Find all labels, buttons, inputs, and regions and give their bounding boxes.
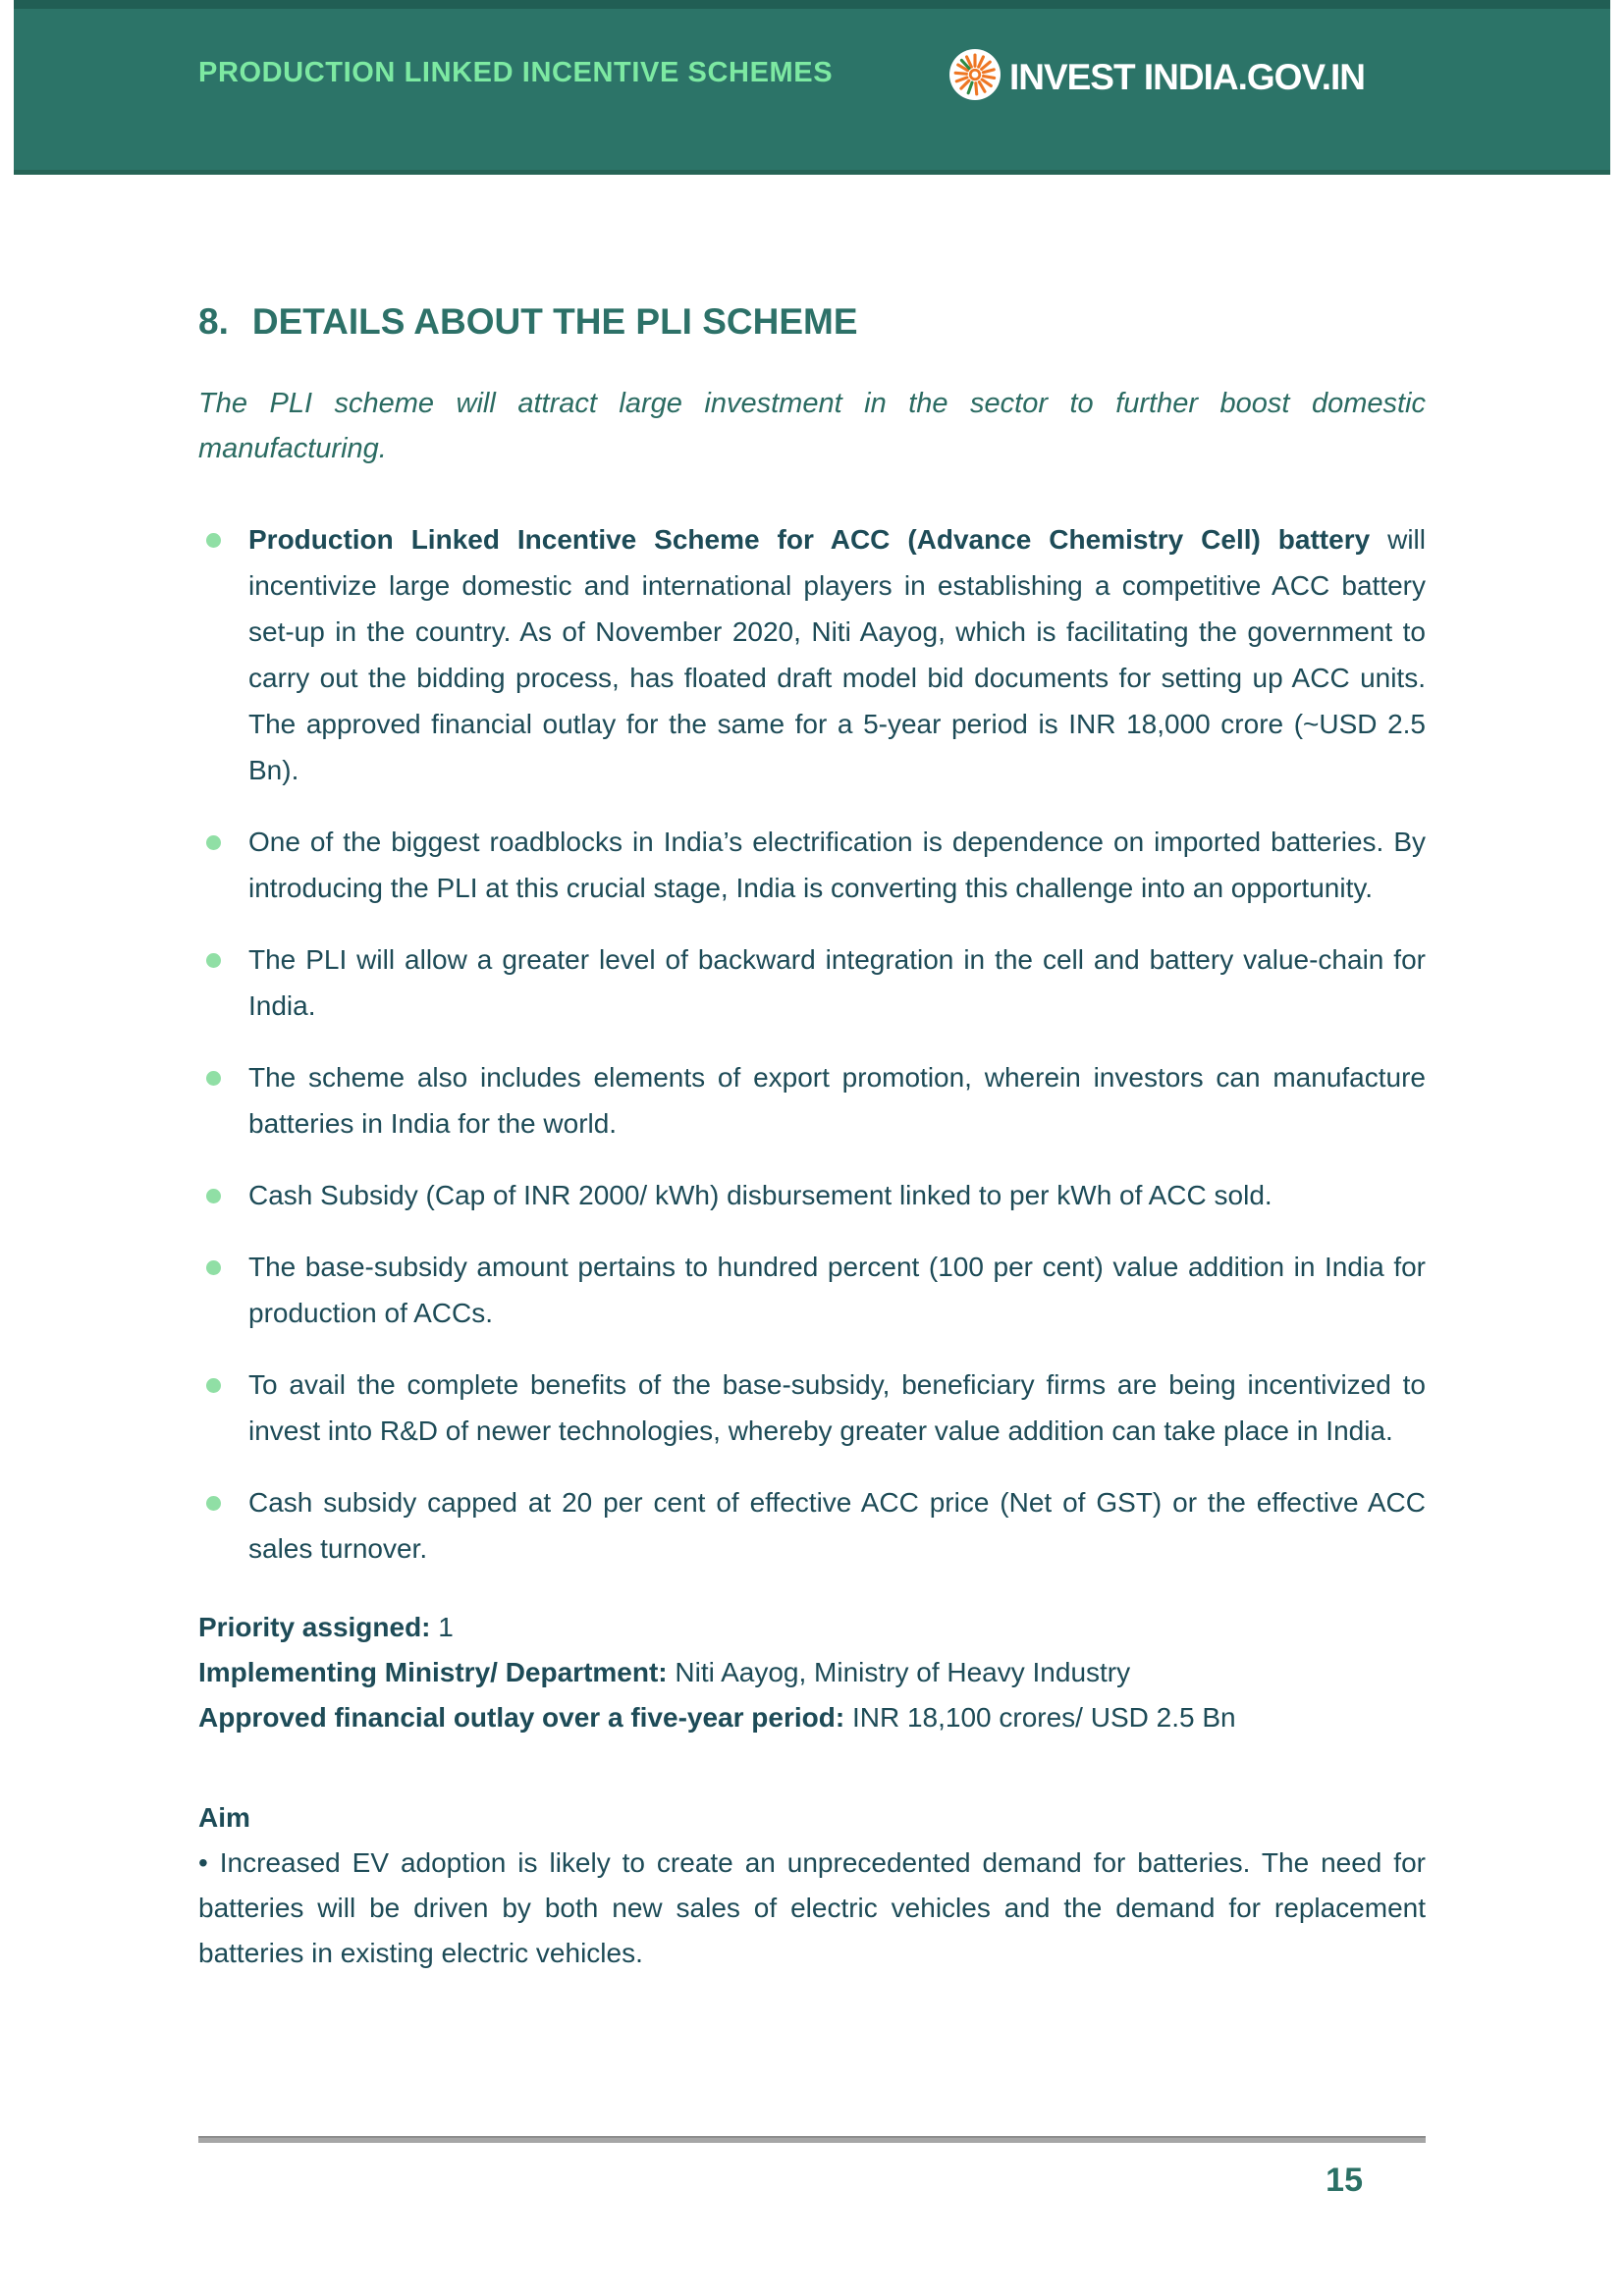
main-content — [198, 300, 1426, 1976]
fact-line — [198, 1605, 1426, 1650]
bullet-dot-icon — [206, 1189, 221, 1203]
fact-value: INR 18,100 crores/ USD 2.5 Bn — [844, 1702, 1236, 1733]
bullet-text: Cash subsidy capped at 20 per cent of effective ACC price (Net of GST) or the effective ACC sales turnover. — [248, 1487, 1426, 1564]
facts-block — [198, 1605, 1426, 1740]
sunburst-logo-icon — [949, 49, 1001, 105]
bullet-text: To avail the complete benefits of the base-subsidy, beneficiary firms are being incentivized to invest into R&D of newer technologies, whereby greater value addition can take place in India. — [248, 1369, 1426, 1446]
section-heading — [198, 300, 1426, 344]
page-number: 15 — [1326, 2162, 1363, 2199]
bullet-text: The scheme also includes elements of export promotion, wherein investors can manufacture batteries in India for the world. — [248, 1062, 1426, 1139]
bullet-dot-icon — [206, 1260, 221, 1275]
aim-heading: Aim — [198, 1802, 250, 1833]
header-top-strip — [14, 0, 1610, 9]
fact-value: Niti Aayog, Ministry of Heavy Industry — [667, 1657, 1131, 1687]
list-item — [198, 1054, 1426, 1147]
bullet-dot-icon — [206, 835, 221, 850]
fact-line — [198, 1695, 1426, 1740]
logo-text: INVEST INDIA.GOV.IN — [1008, 56, 1365, 97]
bullet-dot-icon — [206, 1496, 221, 1511]
header-title: PRODUCTION LINKED INCENTIVE SCHEMES — [198, 57, 834, 88]
bullet-dot-icon — [206, 533, 221, 548]
bullet-text: One of the biggest roadblocks in India’s electrification is dependence on imported batteries. By introducing the PLI at this crucial stage, India is converting this challenge into an opportunity. — [248, 827, 1426, 903]
bullet-text: The base-subsidy amount pertains to hundred percent (100 per cent) value addition in India for production of ACCs. — [248, 1252, 1426, 1328]
bullet-text: The PLI will allow a greater level of backward integration in the cell and battery value-chain for India. — [248, 944, 1426, 1021]
header-band — [14, 0, 1610, 175]
bullet-dot-icon — [206, 1378, 221, 1393]
intro-paragraph: The PLI scheme will attract large investment in the sector to further boost domestic manufacturing. — [198, 388, 1426, 464]
fact-label: Approved financial outlay over a five-year period: — [198, 1702, 845, 1733]
aim-paragraph: • Increased EV adoption is likely to create an unprecedented demand for batteries. The need for batteries will be driven by both new sales of electric vehicles and the demand for replacement batteries in existing electric vehicles. — [198, 1847, 1426, 1968]
bullet-lead: Production Linked Incentive Scheme for ACC (Advance Chemistry Cell) battery — [248, 524, 1371, 555]
list-item — [198, 936, 1426, 1029]
bullet-text: will incentivize large domestic and international players in establishing a competitive ACC battery set-up in the country. As of November 2020, Niti Aayog, which is facilitating the government to carry out the bidding process, has floated draft model bid documents for setting up ACC units. The approved financial outlay for the same for a 5-year period is INR 18,000 crore (~USD 2.5 Bn). — [248, 524, 1426, 785]
list-item — [198, 1172, 1426, 1218]
section-title: DETAILS ABOUT THE PLI SCHEME — [251, 301, 858, 342]
bullet-text: Cash Subsidy (Cap of INR 2000/ kWh) disbursement linked to per kWh of ACC sold. — [248, 1180, 1272, 1210]
aim-section — [198, 1795, 1426, 1976]
list-item — [198, 1362, 1426, 1454]
list-item — [198, 1479, 1426, 1572]
fact-label: Priority assigned: — [198, 1612, 431, 1642]
bullet-dot-icon — [206, 1071, 221, 1086]
invest-india-logo — [949, 49, 1365, 105]
footer-divider — [198, 2136, 1426, 2143]
list-item — [198, 516, 1426, 793]
fact-line — [198, 1650, 1426, 1695]
fact-label: Implementing Ministry/ Department: — [198, 1657, 668, 1687]
list-item — [198, 819, 1426, 911]
bullet-dot-icon — [206, 953, 221, 968]
section-number: 8. — [198, 301, 229, 342]
fact-value: 1 — [430, 1612, 454, 1642]
bullet-list — [198, 516, 1426, 1572]
list-item — [198, 1244, 1426, 1336]
